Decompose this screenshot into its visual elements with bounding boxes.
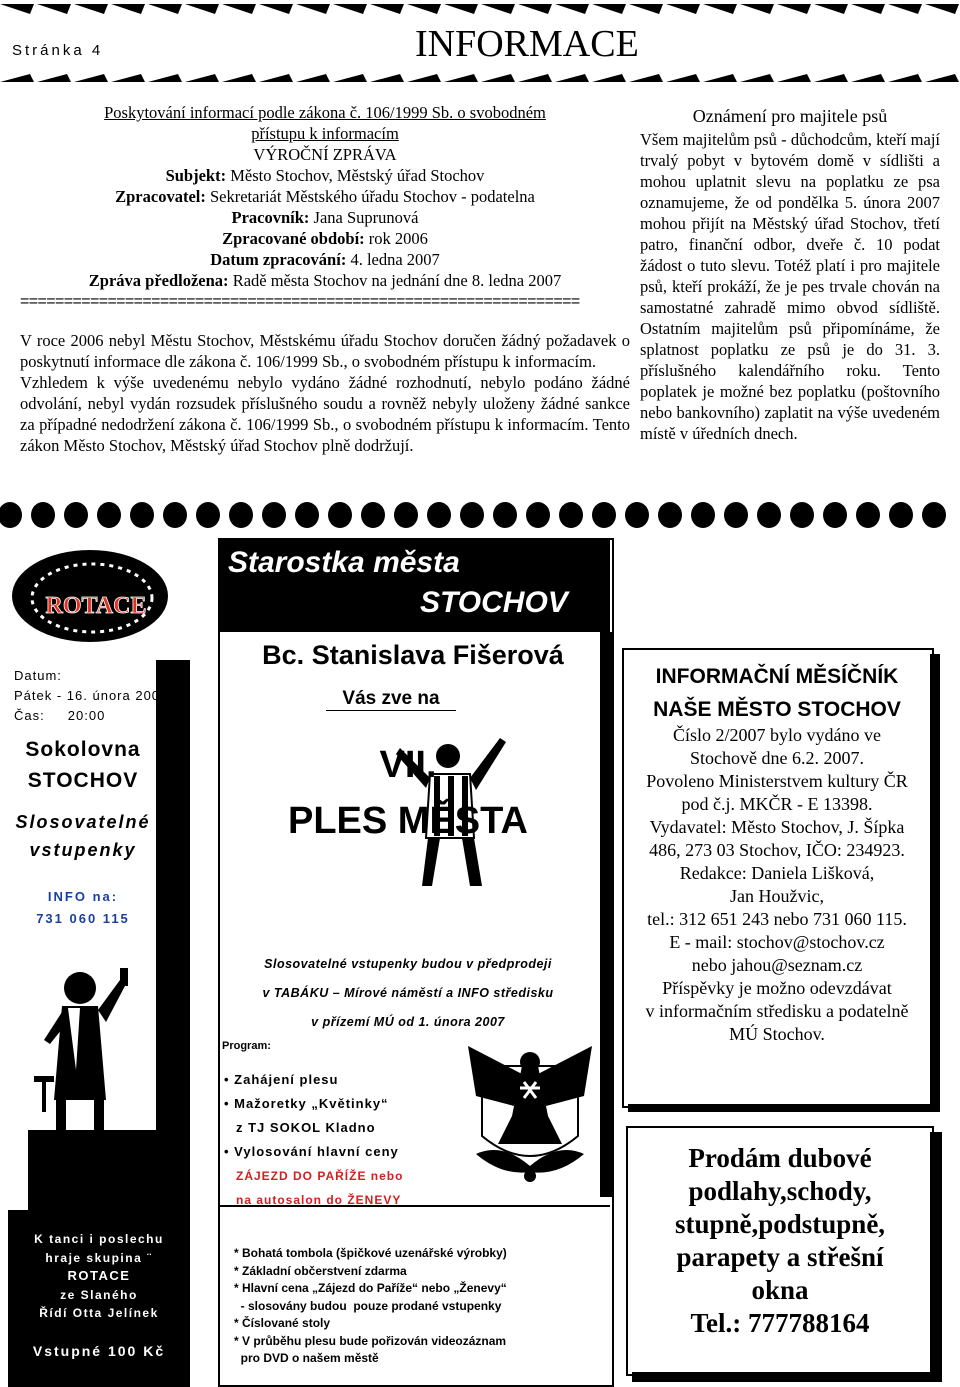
decorative-dot (889, 502, 913, 528)
decorative-triangle (666, 4, 700, 14)
decorative-triangle-row-bottom (0, 70, 960, 84)
venue-block (8, 734, 158, 796)
monthly-line: MÚ Stochov. (729, 1024, 825, 1044)
decorative-dot (229, 502, 253, 528)
monthly-title-line-1: INFORMAČNÍ MĚSÍČNÍK (655, 665, 899, 688)
decorative-triangle (37, 4, 71, 14)
program-label: Program: (222, 1040, 271, 1052)
town-coat-of-arms-icon (462, 1026, 598, 1196)
decorative-triangle (703, 74, 737, 82)
notice-title: Oznámení pro majitele psů (692, 106, 888, 126)
date-value: Pátek - 16. února 2007 (14, 688, 169, 703)
decorative-dot (493, 502, 517, 528)
decorative-triangle (666, 74, 700, 82)
decorative-dot (427, 502, 451, 528)
decorative-dot (328, 502, 352, 528)
subject-line: Subjekt: Město Stochov, Městský úřad Stochov (165, 166, 485, 185)
decorative-dot (559, 502, 583, 528)
headline-line-1: Starostka města (228, 546, 460, 579)
info-label: INFO na: (47, 889, 119, 904)
decorative-dot (526, 502, 550, 528)
decorative-triangle (777, 4, 811, 14)
decorative-triangle (444, 74, 478, 82)
poster-side-strip (600, 632, 614, 1197)
decorative-triangle (777, 74, 811, 82)
venue-town: STOCHOV (27, 769, 139, 792)
decorative-dot (64, 502, 88, 528)
decorative-triangle (370, 74, 404, 82)
program-list (224, 1068, 403, 1212)
decorative-triangle (851, 74, 885, 82)
decorative-triangle (740, 4, 774, 14)
decorative-triangle (259, 4, 293, 14)
decorative-triangle (111, 74, 145, 82)
extra-item-5: * Číslované stoly (234, 1316, 331, 1330)
date-label: Datum: (14, 668, 62, 683)
decorative-triangle (740, 74, 774, 82)
monthly-line: pod č.j. MKČR - E 13398. (681, 794, 873, 814)
invites-text: Vás zve na (326, 688, 456, 711)
decorative-dot (262, 502, 286, 528)
monthly-title (622, 660, 932, 726)
decorative-triangle (407, 74, 441, 82)
ball-date-block (14, 666, 168, 726)
article-heading-line-1: Poskytování informací podle zákona č. 106/1999 Sb. o svobodném (104, 103, 546, 122)
report-title: VÝROČNÍ ZPRÁVA (253, 145, 397, 164)
monthly-line: v informačním středisku a podatelně (645, 1001, 909, 1021)
article-heading-line-2: přístupu k informacím (251, 124, 399, 143)
svg-text:ROTACE: ROTACE (45, 593, 147, 619)
processor-line: Zpracovatel: Sekretariát Městského úřadu Stochov - podatelna (115, 187, 535, 206)
decorative-triangle (74, 4, 108, 14)
article-paragraph-1: V roce 2006 nebyl Městu Stochov, Městskému úřadu Stochov doručen žádný požadavek o poskytnutí informace dle zákona č. 106/1999 Sb., o svobodném přístupu k informacím. (20, 331, 630, 371)
band-info-box (8, 1210, 190, 1387)
period-line: Zpracované období: rok 2006 (222, 229, 428, 248)
decorative-triangle (185, 74, 219, 82)
decorative-triangle (185, 4, 219, 14)
decorative-dot (0, 502, 22, 528)
decorative-dot (97, 502, 121, 528)
annual-report-article (20, 102, 630, 456)
date-line: Datum zpracování: 4. ledna 2007 (210, 250, 440, 269)
decorative-dot (691, 502, 715, 528)
presale-line-1: Slosovatelné vstupenky budou v předprodeji (264, 957, 552, 971)
info-phone: 731 060 115 (36, 911, 130, 926)
monthly-line: Číslo 2/2007 bylo vydáno ve (673, 725, 881, 745)
decorative-dot (625, 502, 649, 528)
decorative-dot (592, 502, 616, 528)
decorative-triangle (259, 74, 293, 82)
prize-trip-line-1: ZÁJEZD DO PAŘÍŽE nebo (236, 1169, 404, 1183)
decorative-dot (130, 502, 154, 528)
band-line-1: K tanci i poslechu (34, 1232, 164, 1246)
monthly-line: Stochově dne 6.2. 2007. (690, 748, 864, 768)
decorative-dot (295, 502, 319, 528)
worker-line: Pracovník: Jana Suprunová (231, 208, 419, 227)
extra-item-7: pro DVD o našem městě (234, 1351, 379, 1365)
band-line-4: ze Slaného (60, 1287, 138, 1302)
band-name: ROTACE (67, 1268, 131, 1283)
decorative-triangle (888, 4, 922, 14)
decorative-dot (31, 502, 55, 528)
monthly-line: tel.: 312 651 243 nebo 731 060 115. (647, 909, 907, 929)
ad-line: Prodám dubové (688, 1143, 872, 1173)
decorative-dot (361, 502, 385, 528)
decorative-triangle (888, 74, 922, 82)
venue-name: Sokolovna (25, 738, 141, 761)
decorative-triangle (851, 4, 885, 14)
decorative-triangle (518, 4, 552, 14)
decorative-triangle-row-top (0, 2, 960, 16)
decorative-triangle (296, 74, 330, 82)
separator-line: ================================================================ (20, 293, 580, 310)
extra-item-6: * V průběhu plesu bude pořizován videozáznam (234, 1333, 507, 1348)
decorative-triangle (37, 74, 71, 82)
entry-fee: Vstupné 100 Kč (32, 1342, 166, 1359)
decorative-dot (823, 502, 847, 528)
article-paragraph-2: Vzhledem k výše uvedenému nebylo vydáno žádné rozhodnutí, nebylo podáno žádné odvolání, nebyl vydán rozsudek příslušného soudu a rovněž nebyly uloženy žádné sankce za případné nedodržení zákona č. 106/1999 Sb., o svobodném přístupu k informacím. Tento zákon Město Stochov, Městský úřad Stochov plně dodržují. (20, 373, 630, 455)
band-line-2: hraje skupina ¨ (45, 1250, 153, 1265)
decorative-triangle (925, 4, 959, 14)
monthly-line: Jan Houžvic, (730, 886, 824, 906)
extras-list (234, 1245, 507, 1368)
decorative-triangle (148, 74, 182, 82)
tickets-block (8, 808, 158, 864)
decorative-triangle (222, 74, 256, 82)
monthly-line: Vydavatel: Město Stochov, J. Šípka (649, 817, 905, 837)
decorative-triangle (0, 74, 34, 82)
time-line: Čas: 20:00 (14, 708, 106, 723)
monthly-details (622, 724, 932, 1046)
decorative-dot (790, 502, 814, 528)
decorative-dot (922, 502, 946, 528)
decorative-triangle (481, 4, 515, 14)
extra-item-2: * Základní občerstvení zdarma (234, 1263, 407, 1278)
decorative-triangle (407, 4, 441, 14)
decorative-triangle (0, 4, 34, 14)
headline-box (220, 540, 610, 632)
decorative-triangle (74, 74, 108, 82)
decorative-triangle (814, 74, 848, 82)
decorative-triangle (814, 4, 848, 14)
page-number: Stránka 4 (12, 42, 104, 59)
rotace-logo (10, 548, 180, 648)
ball-info-panel (8, 540, 190, 1210)
extras-box (220, 1205, 610, 1387)
ad-line: podlahy,schody, (688, 1176, 872, 1206)
decorative-triangle (222, 4, 256, 14)
decorative-triangle (555, 74, 589, 82)
program-item-2: • Mažoretky „Květinky“ (224, 1092, 403, 1116)
presale-line-2: v TABÁKU – Mírové náměstí a INFO středisku (262, 986, 554, 1000)
prize-trip-line-2: na autosalon do ŽENEVY (236, 1193, 402, 1207)
page-title: INFORMACE (415, 23, 639, 65)
submitted-line: Zpráva předložena: Radě města Stochov na jednání dne 8. ledna 2007 (88, 271, 562, 290)
ball-name: PLES MĚSTA (288, 800, 528, 842)
decorative-dot (394, 502, 418, 528)
decorative-dot (757, 502, 781, 528)
decorative-triangle (481, 74, 515, 82)
monthly-line: 486, 273 03 Stochov, IČO: 234923. (649, 840, 905, 860)
monthly-email-link[interactable]: E - mail: stochov@stochov.cz (669, 932, 885, 952)
notice-text: Všem majitelům psů - důchodcům, kteří mají trvalý pobyt v bytovém domě v sídlišti a mohou uplatnit slevu na poplatku ze psa oznamujeme, že od pondělka 5. února 2007 mohou přijít na Městský úřad Stochov, třetí patro, finanční odbor, dveře č. 10 podat žádost o tuto slevu. Totéž platí i pro majitele psů, kteří prokáží, že je pes trvale chován na samostatné zahradě mimo obvod sídliště. Ostatním majitelům psů připomínáme, že splatnost poplatku ze psů je do 31. 3. příslušného kalendářního roku. Tento poplatek je možné bez poplatku (poštovního nebo bankovního) zaplatit na výše uvedeném místě v úředních dnech. (640, 130, 940, 443)
decorative-triangle (518, 74, 552, 82)
decorative-triangle (296, 4, 330, 14)
decorative-dot (856, 502, 880, 528)
monthly-email-link-2[interactable]: nebo jahou@seznam.cz (691, 955, 863, 975)
speaker-silhouette-icon (8, 950, 158, 1210)
presale-block (218, 950, 598, 1037)
decorative-black-bar (156, 660, 190, 1210)
mayor-name: Bc. Stanislava Fišerová (262, 640, 564, 670)
program-item-3: • Vylosování hlavní ceny (224, 1140, 403, 1164)
presale-line-3: v přízemí MÚ od 1. února 2007 (311, 1015, 505, 1029)
monthly-line: Příspěvky je možno odevzdávat (662, 978, 892, 998)
ball-number: VII. (379, 744, 437, 786)
tickets-line-1: Slosovatelné (15, 812, 151, 832)
decorative-triangle (444, 4, 478, 14)
decorative-triangle (592, 74, 626, 82)
monthly-title-line-2: NAŠE MĚSTO STOCHOV (653, 698, 901, 721)
monthly-line: Povoleno Ministerstvem kultury ČR (646, 771, 908, 791)
info-block (8, 886, 158, 930)
extra-item-3: * Hlavní cena „Zájezd do Paříže“ nebo „Ženevy“ (234, 1281, 507, 1295)
dog-owners-notice (640, 106, 940, 444)
decorative-triangle (370, 4, 404, 14)
decorative-triangle (629, 4, 663, 14)
decorative-triangle (148, 4, 182, 14)
decorative-triangle (555, 4, 589, 14)
band-line-5: Řídí Otta Jelínek (39, 1306, 159, 1320)
decorative-triangle (703, 4, 737, 14)
ad-text (626, 1142, 934, 1340)
decorative-triangle (629, 74, 663, 82)
program-item-1: • Zahájení plesu (224, 1068, 403, 1092)
ad-line: stupně,podstupně, (674, 1209, 886, 1239)
decorative-triangle (925, 74, 959, 82)
monthly-info-box (622, 648, 942, 1108)
program-item-2-sub: z TJ SOKOL Kladno (236, 1120, 376, 1135)
decorative-triangle (333, 74, 367, 82)
decorative-dot (460, 502, 484, 528)
decorative-dot (724, 502, 748, 528)
tickets-line-2: vstupenky (29, 840, 137, 860)
ad-phone: Tel.: 777788164 (690, 1308, 870, 1338)
headline-line-2: STOCHOV (420, 586, 568, 619)
flooring-ad-box (626, 1126, 942, 1376)
decorative-triangle (592, 4, 626, 14)
decorative-dot (196, 502, 220, 528)
decorative-triangle (333, 4, 367, 14)
decorative-dot (163, 502, 187, 528)
ad-line: okna (751, 1275, 809, 1305)
decorative-triangle (111, 4, 145, 14)
extra-item-1: * Bohatá tombola (špičkové uzenářské výrobky) (234, 1246, 507, 1260)
monthly-line: Redakce: Daniela Lišková, (679, 863, 875, 883)
extra-item-4: - slosovány budou pouze prodané vstupenky (234, 1298, 502, 1313)
ball-poster (218, 538, 614, 1387)
decorative-dots-row (0, 500, 960, 530)
ad-line: parapety a střešní (676, 1242, 884, 1272)
decorative-dot (658, 502, 682, 528)
